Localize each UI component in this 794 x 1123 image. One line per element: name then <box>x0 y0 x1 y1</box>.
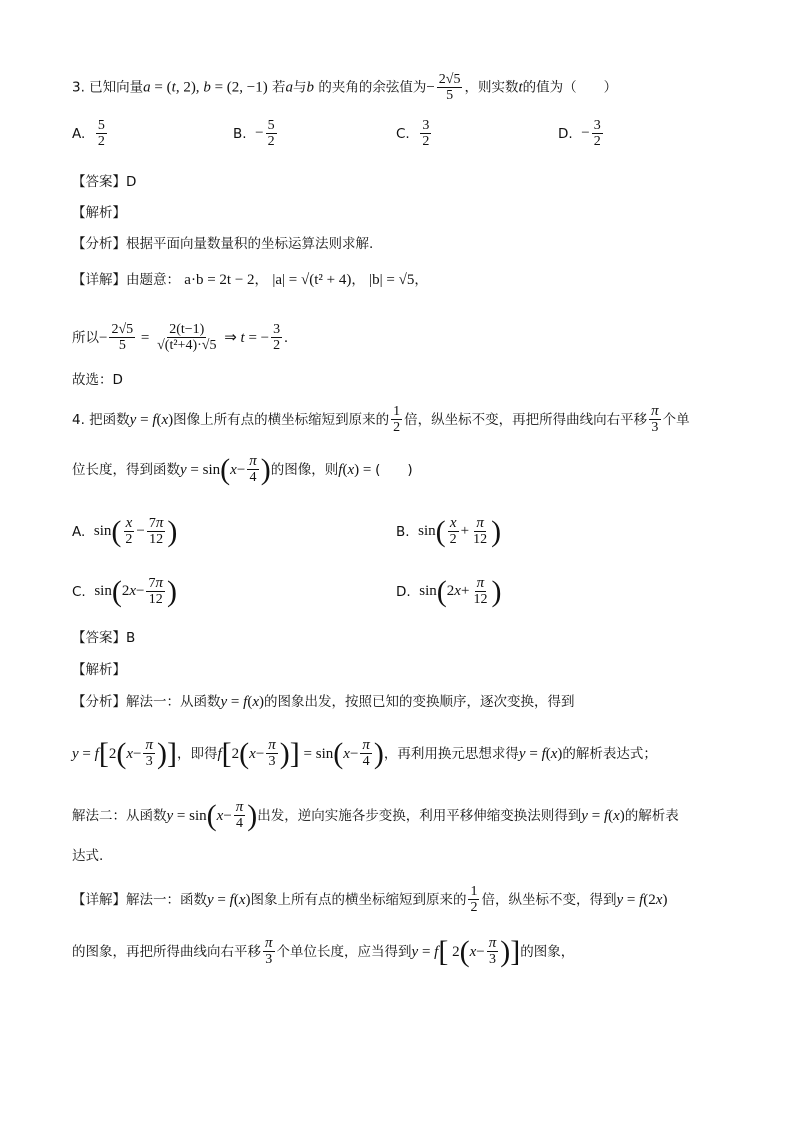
q3-option-c: C. $\frac{3}{2}$ <box>396 118 430 149</box>
q4-analysis-line2: y = f [ 2 ( x − $\frac{\pi}{3}$ ) ] ，即得 f [ 2 ( x − $\frac{\pi}{3}$ ) ] = sin ( x − $\frac{\pi}{4}$ ) ，再利用换元思想求得 y = f ( x ) 的解析表达式； <box>72 736 657 770</box>
q4-option-b: B. sin ( $\frac{x}{2}$ + $\frac{\pi}{12}$ ) <box>396 514 502 548</box>
q3-stem-real: ，则实数 <box>464 79 519 96</box>
q4-answer: 【答案】B <box>72 630 136 646</box>
q3-stem-and: 与 <box>293 79 307 96</box>
q4-option-c: C. sin ( 2 x − $\frac{7\pi}{12}$ ) <box>72 574 177 608</box>
q4-detail-line1: 【详解】解法一：函数 y = f ( x ) 图象上所有点的横坐标缩短到原来的 $\frac{1}{2}$ 倍，纵坐标不变，得到 y = f (2 x ) <box>72 884 668 915</box>
q3-analysis: 【分析】根据平面向量数量积的坐标运算法则求解. <box>72 236 374 252</box>
q4-stem-line1: 4. 把函数 y = f ( x ) 图像上所有点的横坐标缩短到原来的 $\frac{1}{2}$ 倍，纵坐标不变，再把所得曲线向右平移 $\frac{\pi}{3}$ 个单 <box>72 403 690 435</box>
q4-detail-line2: 的图象，再把所得曲线向右平移 $\frac{\pi}{3}$ 个单位长度，应当得到 y = f [ 2 ( x − $\frac{\pi}{3}$ ) ] 的图象， <box>72 934 575 968</box>
q3-stem-cos: 的夹角的余弦值为 <box>318 79 427 96</box>
q4-analysis-line1: 【分析】解法一：从函数 y = f ( x ) 的图象出发，按照已知的变换顺序，逐次变换，得到 <box>72 694 575 710</box>
q4-analysis-head: 【解析】 <box>72 662 126 678</box>
q3-solution-line: 所以 − $\frac{2√5}{5}$ = $\frac{2(t-1)}{\text{√(t²+4)·√5}}$ ⇒ t = − $\frac{3}{2}$ . <box>72 322 288 353</box>
q3-norm-b: |b| = √5 <box>369 272 415 288</box>
q3-dot-product: a·b = 2t − 2 <box>184 272 255 288</box>
q3-cos-fraction: $\frac{2√5}{5}$ <box>438 72 461 103</box>
q4-analysis-line3: 解法二：从函数 y = sin ( x − $\frac{\pi}{4}$ ) 出发，逆向实施各步变换，利用平移伸缩变换法则得到 y = f ( x ) 的解析表 <box>72 798 679 832</box>
q3-detail: 【详解】由题意： a·b = 2t − 2， |a| = √(t² + 4)， |b| = √5， <box>72 272 428 288</box>
q3-option-b: B. − $\frac{5}{2}$ <box>233 118 275 149</box>
q3-stem: 3. 已知向量a = (t, 2), b = (2, −1) 若a与b 的夹角的余弦值为− $\frac{2√5}{5}$ ，则实数t的值为（ ） <box>72 72 618 103</box>
q3-stem-end: 的值为（ ） <box>522 79 618 96</box>
q3-option-a: A. $\frac{5}{2}$ <box>72 118 105 149</box>
q3-option-d: D. − $\frac{3}{2}$ <box>558 118 601 149</box>
q4-option-d: D. sin ( 2 x + $\frac{\pi}{12}$ ) <box>396 574 502 608</box>
q3-answer: 【答案】D <box>72 174 137 190</box>
q3-solution-fraction: $\frac{2(t-1)}{\text{√(t²+4)·√5}}$ <box>157 322 217 353</box>
q3-stem-if: 若 <box>272 79 286 96</box>
q4-analysis-line4: 达式. <box>72 848 104 864</box>
q4-option-a: A. sin ( $\frac{x}{2}$ − $\frac{7\pi}{12}$ ) <box>72 514 178 548</box>
q3-stem-prefix: 3. 已知向量 <box>72 79 144 96</box>
q3-vectors: a <box>143 79 151 96</box>
q3-analysis-head: 【解析】 <box>72 205 126 221</box>
q4-stem-line2: 位长度，得到函数 y = sin ( x − $\frac{\pi}{4}$ ) 的图像，则 f ( x ) = ( ) <box>72 452 413 486</box>
q3-choose: 故选：D <box>72 372 123 388</box>
q3-norm-a: |a| = √(t² + 4) <box>272 272 352 288</box>
